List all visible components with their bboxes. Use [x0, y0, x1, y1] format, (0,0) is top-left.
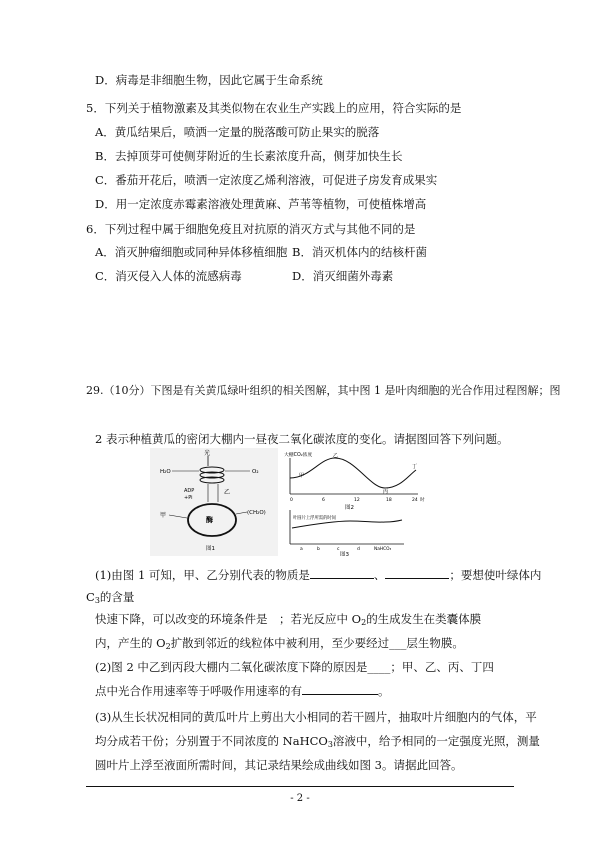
answer-blank-yi[interactable]: [385, 568, 449, 579]
figure-2-co2-curve: [284, 451, 425, 511]
part3-text-b-post: 溶液中，给予相同的一定强度光照，测量: [332, 734, 540, 748]
q5-stem: 5．下列关于植物激素及其类似物在农业生产实践上的应用，符合实际的是: [86, 101, 462, 115]
ch2o-label: (CH₂O): [247, 510, 266, 516]
co2-axis-label: 大棚CO₂浓度: [284, 453, 313, 458]
c3-text: C: [86, 590, 95, 604]
fig1-label: 图1: [206, 546, 215, 552]
part1-text-f-post: 扩散到邻近的线粒体中被利用，至少要经过___层生物膜。: [170, 636, 464, 650]
page-number: - 2 -: [290, 793, 310, 804]
pi-label: +Pi: [184, 495, 193, 501]
q29-intro-line2: 2 表示种植黄瓜的密闭大棚内一昼夜二氧化碳浓度的变化。请据图回答下列问题。: [95, 432, 509, 446]
figure-1-photosynthesis: [150, 448, 278, 556]
q5-option-a: A．黄瓜结果后，喷洒一定量的脱落酸可防止果实的脱落: [95, 125, 380, 139]
answer-blank-equal-rate[interactable]: [302, 684, 378, 695]
part2-text-end: 。: [378, 684, 390, 698]
q29-part1-line3: [95, 612, 481, 630]
q29-part2-line1: (2)图 2 中乙到丙段大棚内二氧化碳浓度下降的原因是____；甲、乙、丙、丁四: [95, 660, 494, 674]
content-text: 的含量: [99, 590, 135, 604]
x-tick-18: 18: [386, 498, 392, 503]
light-label: 光: [204, 450, 211, 457]
o2-label: O₂: [252, 469, 259, 475]
point-bing: 丙: [383, 489, 389, 495]
q29-figures: [150, 448, 450, 556]
part2-text-b: 点中光合作用速率等于呼吸作用速率的有: [95, 684, 302, 698]
part1-text-a: (1)由图 1 可知，甲、乙分别代表的物质是: [95, 568, 310, 582]
part1-text-e-post: 的生成发生在类囊体膜: [366, 612, 482, 626]
fig3-tick-c: c: [337, 547, 340, 552]
footer-divider: [86, 786, 514, 787]
o2-subscript-2: 2: [165, 642, 171, 651]
fig3-label: 图3: [340, 552, 349, 556]
fig2-label: 图2: [345, 505, 354, 511]
x-tick-0: 0: [290, 498, 293, 503]
fig3-ylabel: 叶圆片上浮所需的时间: [293, 516, 336, 521]
point-ding: 丁: [412, 464, 418, 470]
enzyme-label: 酶: [206, 516, 213, 524]
q29-part1-line1: [95, 568, 541, 582]
part3-text-b: 均分成若干份；分别置于不同浓度的 NaHCO: [95, 734, 328, 748]
nahco3-subscript: 3: [327, 740, 333, 749]
adp-label: ADP: [184, 488, 195, 494]
q5-option-d: D．用一定浓度赤霉素溶液处理黄麻、芦苇等植物，可使植株增高: [95, 197, 427, 211]
q6-option-a: A．消灭肿瘤细胞或同种异体移植细胞: [95, 245, 288, 259]
fig3-xlabel: NaHCO₃: [374, 547, 392, 552]
fig3-tick-d: d: [357, 547, 360, 552]
q4-option-d: D．病毒是非细胞生物，因此它属于生命系统: [95, 73, 323, 87]
jia-label: 甲: [160, 512, 167, 519]
q29-part3-line1: (3)从生长状况相同的黄瓜叶片上剪出大小相同的若干圆片，抽取叶片细胞内的气体，平: [95, 710, 537, 724]
fig3-tick-a: a: [300, 547, 303, 552]
q29-part2-line2: [95, 684, 390, 698]
part1-text-f: 内，产生的 O: [95, 636, 166, 650]
fig3-tick-b: b: [317, 547, 320, 552]
part1-text-e: 快速下降，可以改变的环境条件是 ；若光反应中 O: [95, 612, 362, 626]
q5-option-c: C．番茄开花后，喷洒一定浓度乙烯利溶液，可促进子房发育成果实: [95, 173, 438, 187]
q29-part3-line2: [95, 734, 540, 752]
o2-subscript: 2: [361, 618, 367, 627]
x-tick-6: 6: [322, 498, 325, 503]
answer-blank-jia[interactable]: [310, 568, 374, 579]
point-jia: 甲: [299, 473, 305, 479]
h2o-label: H₂O: [160, 469, 171, 475]
x-tick-24: 24: [412, 498, 418, 503]
figure-3-leaf-disc-curve: [290, 510, 404, 556]
q29-part1-line4: [95, 636, 464, 654]
q6-option-c: C．消灭侵入人体的流感病毒: [95, 269, 242, 283]
q29-part1-line2: [86, 590, 134, 608]
q29-intro-line1: 29.（10分）下图是有关黄瓜绿叶组织的相关图解，其中图 1 是叶肉细胞的光合作用过程图解；图: [86, 384, 561, 397]
q6-option-d: D．消灭细菌外毒素: [292, 269, 394, 283]
part1-text-b: 、: [373, 568, 386, 582]
c3-subscript: 3: [94, 596, 100, 605]
yi-label: 乙: [224, 489, 231, 496]
x-tick-12: 12: [354, 498, 360, 503]
q5-option-b: B．去掉顶芽可使侧芽附近的生长素浓度升高，侧芽加快生长: [95, 149, 403, 163]
part1-text-c: ；要想使叶绿体内: [449, 568, 542, 582]
point-yi: 乙: [333, 453, 339, 459]
time-axis-label: 时: [420, 498, 425, 503]
q29-part3-line3: 圆叶片上浮至液面所需时间，其记录结果绘成曲线如图 3。请据此回答。: [95, 758, 463, 772]
q6-option-b: B．消灭机体内的结核杆菌: [292, 245, 427, 259]
q6-stem: 6．下列过程中属于细胞免疫且对抗原的消灭方式与其他不同的是: [86, 222, 416, 236]
